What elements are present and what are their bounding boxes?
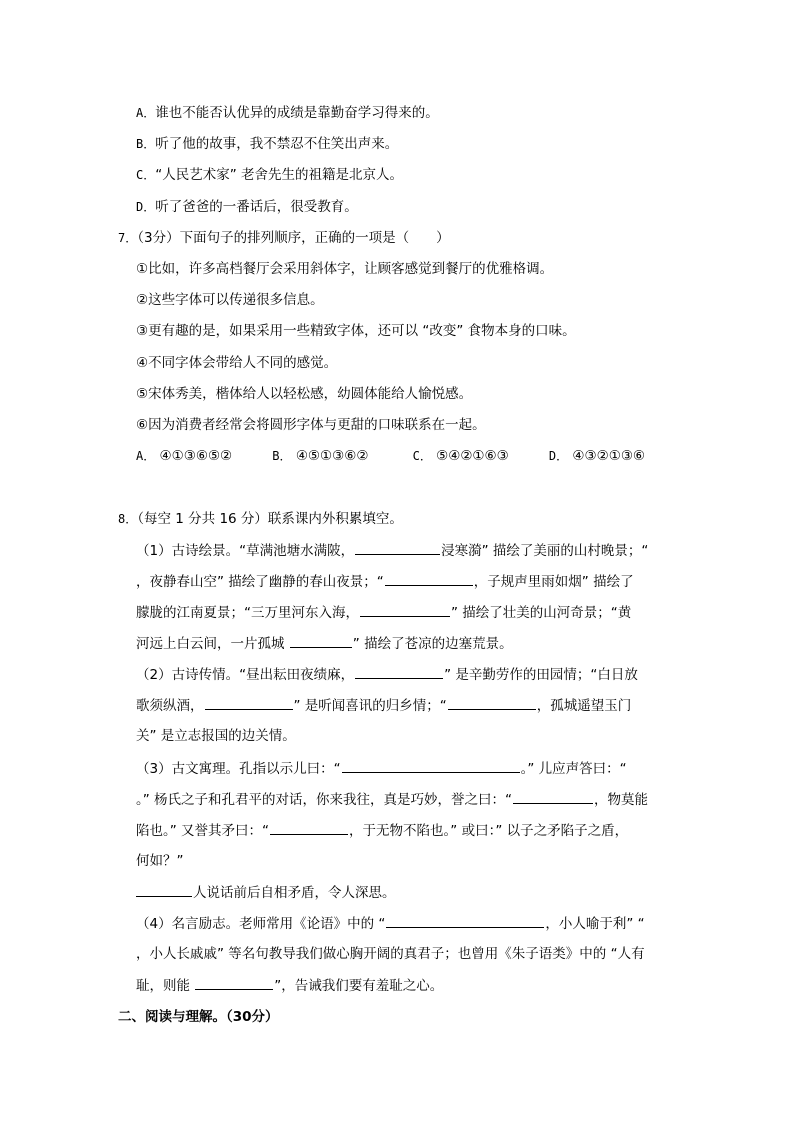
text: ” 描绘了壮美的山河奇景；“黄 — [451, 605, 632, 621]
option-value: ④⑤①③⑥② — [295, 448, 369, 464]
q7-sentence-5: ⑤宋体秀美，楷体给人以轻松感，幼圆体能给人愉悦感。 — [136, 386, 473, 402]
text: 浸寒漪” 描绘了美丽的山村晚景；“ — [441, 543, 649, 559]
text: ，夜静春山空” 描绘了幽静的春山夜景；“ — [136, 574, 384, 590]
q8-p2-line3: 关” 是立志报国的边关情。 — [136, 728, 296, 744]
q8-p3-line4: 何如？” — [136, 853, 184, 869]
text: 人说话前后自相矛盾，令人深思。 — [193, 885, 396, 901]
q7-sentence-1: ①比如，许多高档餐厅会采用斜体字，让顾客感觉到餐厅的优雅格调。 — [136, 261, 554, 277]
q6-option-d — [136, 198, 358, 216]
fill-blank[interactable] — [448, 696, 536, 710]
option-label: A． — [136, 449, 156, 463]
text: 。” 儿应声答曰：“ — [520, 761, 627, 777]
text: （2）古诗传情。“昼出耘田夜绩麻， — [136, 667, 355, 683]
fill-blank[interactable] — [195, 976, 273, 990]
fill-blank[interactable] — [355, 665, 443, 679]
text: （4）名言励志。老师常用《论语》中的 “ — [136, 916, 386, 932]
text: （3）古文寓理。孔指以示儿曰：“ — [136, 761, 341, 777]
question-text: （3分）下面句子的排列顺序，正确的一项是（ ） — [137, 230, 450, 246]
q7-options — [136, 447, 645, 465]
option-label: D． — [548, 449, 569, 463]
q8-p1-line2 — [136, 572, 634, 591]
q6-option-a — [136, 104, 439, 122]
option-value: ④③②①③⑥ — [572, 448, 646, 464]
option-label: D． — [136, 200, 156, 214]
q8-p4-line3 — [136, 976, 443, 995]
fill-blank[interactable] — [205, 696, 293, 710]
option-text: 听了他的故事，我不禁忍不住笑出声来。 — [155, 136, 399, 152]
q8-stem — [118, 510, 403, 528]
text: ” 是辛勤劳作的田园情；“白日放 — [444, 667, 638, 683]
q7-option-c — [413, 447, 545, 465]
text: ”，告诫我们要有羞耻之心。 — [274, 978, 444, 994]
q7-sentence-4: ④不同字体会带给人不同的感觉。 — [136, 355, 338, 371]
q8-p3-line1 — [136, 759, 627, 778]
q7-option-a — [136, 447, 268, 465]
text: 。” 杨氏之子和孔君平的对话，你来我往，真是巧妙，誉之曰：“ — [136, 792, 513, 808]
option-text: “人民艺术家” 老舍先生的祖籍是北京人。 — [155, 167, 404, 183]
option-text: 谁也不能否认优异的成绩是靠勤奋学习得来的。 — [155, 105, 439, 121]
q8-p3-line3 — [136, 821, 628, 840]
q8-p1-line4 — [136, 634, 513, 653]
fill-blank[interactable] — [385, 572, 473, 586]
option-label: B． — [136, 137, 156, 151]
option-label: C． — [412, 449, 432, 463]
question-number: 8． — [118, 512, 138, 526]
text: ，于无物不陷也。” 或曰：” 以子之矛陷子之盾， — [349, 823, 629, 839]
q7-sentence-2: ②这些字体可以传递很多信息。 — [136, 292, 324, 308]
fill-blank[interactable] — [355, 541, 440, 555]
option-value: ④①③⑥⑤② — [159, 448, 233, 464]
q8-p4-line2: ，小人长戚戚” 等名句教导我们做心胸开阔的真君子；也曾用《朱子语类》中的 “人有 — [136, 946, 645, 962]
text: ，孤城遥望玉门 — [536, 698, 632, 714]
q8-p4-line1 — [136, 914, 645, 933]
text: 河远上白云间，一片孤城 — [136, 636, 289, 652]
option-label: C． — [136, 168, 156, 182]
q7-stem — [118, 229, 450, 247]
question-number: 7． — [118, 231, 138, 245]
q7-sentence-6: ⑥因为消费者经常会将圆形字体与更甜的口味联系在一起。 — [136, 417, 486, 433]
text: （1）古诗绘景。“草满池塘水满陂， — [136, 543, 355, 559]
q7-option-d — [549, 447, 645, 465]
fill-blank[interactable] — [290, 634, 352, 648]
q8-p1-line3 — [136, 603, 631, 622]
q8-p2-line2 — [136, 696, 631, 715]
text: 耻，则能 — [136, 978, 195, 994]
fill-blank[interactable] — [513, 790, 593, 804]
q7-option-b — [272, 447, 408, 465]
q6-option-b — [136, 135, 398, 153]
fill-blank[interactable] — [136, 883, 192, 897]
q8-p1-line1 — [136, 541, 648, 560]
fill-blank[interactable] — [386, 914, 544, 928]
question-text: （每空 1 分共 16 分）联系课内外积累填空。 — [137, 511, 403, 527]
section-heading: 二、阅读与理解。（30分） — [118, 1009, 279, 1025]
text: ，子规声里雨如烟” 描绘了 — [473, 574, 634, 590]
option-text: 听了爸爸的一番话后，很受教育。 — [155, 199, 358, 215]
q6-option-c — [136, 166, 403, 184]
text: ” 是听闻喜讯的归乡情；“ — [293, 698, 447, 714]
text: ，物莫能 — [594, 792, 649, 808]
text: 歌须纵酒， — [136, 698, 204, 714]
option-label: A． — [136, 106, 156, 120]
fill-blank[interactable] — [270, 821, 348, 835]
option-value: ⑤④②①⑥③ — [436, 448, 509, 464]
fill-blank[interactable] — [342, 759, 520, 773]
q8-p3-line5 — [136, 883, 396, 902]
fill-blank[interactable] — [360, 603, 450, 617]
text: ，小人喻于利” “ — [545, 916, 645, 932]
text: 朦胧的江南夏景；“三万里河东入海， — [136, 605, 359, 621]
text: ” 描绘了苍凉的边塞荒景。 — [352, 636, 513, 652]
q7-sentence-3: ③更有趣的是，如果采用一些精致字体，还可以 “改变” 食物本身的口味。 — [136, 323, 576, 339]
text: 陷也。” 又誉其矛曰：“ — [136, 823, 270, 839]
q8-p3-line2 — [136, 790, 648, 809]
option-label: B． — [272, 449, 292, 463]
q8-p2-line1 — [136, 665, 638, 684]
